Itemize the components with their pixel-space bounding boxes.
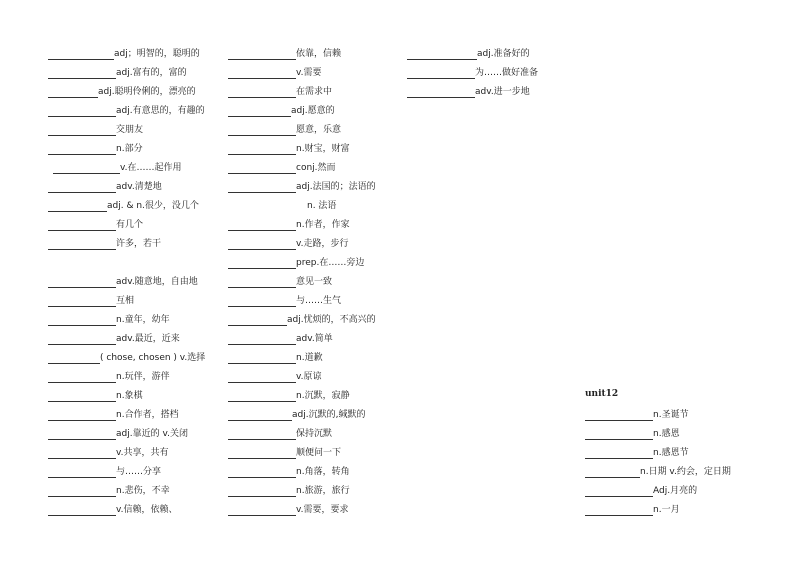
vocab-entry <box>228 122 341 136</box>
answer-blank[interactable] <box>585 485 653 497</box>
vocab-definition: 交朋友 <box>116 125 144 135</box>
vocab-definition: adv.进一步地 <box>475 87 530 97</box>
answer-blank[interactable] <box>407 48 477 60</box>
answer-blank[interactable] <box>585 447 653 459</box>
vocab-definition: 在需求中 <box>296 87 333 97</box>
answer-blank[interactable] <box>228 485 296 497</box>
vocab-definition: v.共享，共有 <box>116 448 169 458</box>
vocab-entry <box>48 236 161 250</box>
vocab-definition: n.感恩节 <box>653 448 689 458</box>
vocab-entry <box>48 141 143 155</box>
vocab-definition: 有几个 <box>116 220 144 230</box>
vocab-definition: adj.有意思的，有趣的 <box>116 106 205 116</box>
vocab-definition: n.圣诞节 <box>653 410 689 420</box>
vocab-definition: conj.然而 <box>296 163 336 173</box>
vocab-entry <box>48 407 179 421</box>
answer-blank[interactable] <box>48 504 116 516</box>
answer-blank[interactable] <box>48 485 116 497</box>
vocab-definition: adj. & n.很少，没几个 <box>107 201 199 211</box>
vocab-definition: adj.愿意的 <box>291 106 335 116</box>
vocab-entry <box>307 198 336 212</box>
vocab-definition: adv.最近，近来 <box>116 334 180 344</box>
answer-blank[interactable] <box>48 219 116 231</box>
vocab-entry <box>407 65 538 79</box>
vocab-definition: 与……分享 <box>116 467 162 477</box>
vocab-definition: ( chose, chosen ) v.选择 <box>100 353 206 363</box>
answer-blank[interactable] <box>228 352 296 364</box>
answer-blank[interactable] <box>585 466 640 478</box>
answer-blank[interactable] <box>48 390 116 402</box>
vocab-definition: adv.随意地，自由地 <box>116 277 198 287</box>
vocab-definition: v.需要，要求 <box>296 505 349 515</box>
answer-blank[interactable] <box>48 181 116 193</box>
vocab-definition: adv.清楚地 <box>116 182 162 192</box>
answer-blank[interactable] <box>48 295 116 307</box>
answer-blank[interactable] <box>228 314 287 326</box>
vocab-definition: n.日期 v.约会，定日期 <box>640 467 731 477</box>
answer-blank[interactable] <box>48 105 116 117</box>
vocab-definition: v.在……起作用 <box>120 163 182 173</box>
vocab-entry <box>48 293 134 307</box>
answer-blank[interactable] <box>228 295 296 307</box>
answer-blank[interactable] <box>48 428 116 440</box>
vocab-entry <box>585 426 680 440</box>
vocab-entry <box>48 388 143 402</box>
answer-blank[interactable] <box>48 200 107 212</box>
answer-blank[interactable] <box>228 48 296 60</box>
answer-blank[interactable] <box>228 105 291 117</box>
vocab-entry <box>228 160 336 174</box>
answer-blank[interactable] <box>48 352 100 364</box>
vocab-entry <box>228 502 349 516</box>
vocab-definition: Adj.月亮的 <box>653 486 698 496</box>
vocab-entry <box>48 502 178 516</box>
vocab-entry <box>48 331 180 345</box>
answer-blank[interactable] <box>228 466 296 478</box>
vocab-entry <box>228 141 350 155</box>
answer-blank[interactable] <box>48 143 116 155</box>
vocab-definition: prep.在……旁边 <box>296 258 365 268</box>
answer-blank[interactable] <box>48 67 116 79</box>
vocab-entry <box>48 198 199 212</box>
answer-blank[interactable] <box>228 333 296 345</box>
answer-blank[interactable] <box>585 504 653 516</box>
vocab-entry <box>228 407 365 421</box>
vocab-definition: v.信赖，依赖、 <box>116 505 178 515</box>
answer-blank[interactable] <box>228 447 296 459</box>
vocab-definition: n.角落，转角 <box>296 467 350 477</box>
vocab-entry <box>228 388 350 402</box>
vocab-definition: n.沉默，寂静 <box>296 391 350 401</box>
vocab-definition: adj.忧烦的，不高兴的 <box>287 315 376 325</box>
vocab-definition: adj.准备好的 <box>477 49 530 59</box>
vocab-entry <box>48 483 170 497</box>
vocab-entry <box>585 445 689 459</box>
vocab-definition: n.感恩 <box>653 429 680 439</box>
answer-blank[interactable] <box>228 238 296 250</box>
vocab-entry <box>228 217 350 231</box>
vocab-definition: n.作者，作家 <box>296 220 350 230</box>
vocab-entry <box>48 179 162 193</box>
answer-blank[interactable] <box>228 409 292 421</box>
answer-blank[interactable] <box>228 124 296 136</box>
vocab-entry <box>228 46 341 60</box>
vocab-definition: 与……生气 <box>296 296 342 306</box>
vocab-definition: 意见一致 <box>296 277 333 287</box>
vocab-definition: n.财宝，财富 <box>296 144 350 154</box>
vocab-entry <box>228 445 341 459</box>
vocab-entry <box>48 65 187 79</box>
answer-blank[interactable] <box>228 390 296 402</box>
vocab-definition: v.走路，步行 <box>296 239 349 249</box>
vocab-definition: adj.沉默的,缄默的 <box>292 410 366 420</box>
unit-heading: unit12 <box>585 389 619 399</box>
vocab-entry <box>53 160 182 174</box>
answer-blank[interactable] <box>48 447 116 459</box>
vocab-definition: n.旅游，旅行 <box>296 486 350 496</box>
vocab-entry <box>585 464 731 478</box>
answer-blank[interactable] <box>228 371 296 383</box>
vocab-definition: n.道歉 <box>296 353 323 363</box>
vocab-entry <box>585 483 697 497</box>
answer-blank[interactable] <box>228 504 296 516</box>
vocab-entry <box>48 103 205 117</box>
vocab-definition: 许多，若干 <box>116 239 162 249</box>
answer-blank[interactable] <box>228 67 296 79</box>
answer-blank[interactable] <box>585 409 653 421</box>
answer-blank[interactable] <box>48 333 116 345</box>
vocab-entry <box>228 426 332 440</box>
vocab-definition: n.合作者，搭档 <box>116 410 179 420</box>
answer-blank[interactable] <box>228 276 296 288</box>
answer-blank[interactable] <box>228 181 296 193</box>
vocab-entry <box>407 46 530 60</box>
vocab-entry <box>48 426 188 440</box>
vocab-definition: n.部分 <box>116 144 143 154</box>
vocab-entry <box>228 236 349 250</box>
answer-blank[interactable] <box>48 276 116 288</box>
vocab-definition: n.象棋 <box>116 391 143 401</box>
answer-blank[interactable] <box>228 86 296 98</box>
answer-blank[interactable] <box>48 238 116 250</box>
vocab-definition: n. 法语 <box>307 201 337 211</box>
answer-blank[interactable] <box>53 162 120 174</box>
vocab-definition: n.玩伴，游伴 <box>116 372 170 382</box>
vocab-entry <box>48 350 205 364</box>
vocab-entry <box>228 483 350 497</box>
vocab-definition: 互相 <box>116 296 135 306</box>
vocab-definition: 为……做好准备 <box>475 68 539 78</box>
vocab-entry <box>228 464 350 478</box>
answer-blank[interactable] <box>48 86 98 98</box>
vocab-definition: n.童年，幼年 <box>116 315 170 325</box>
vocab-definition: adj.富有的，富的 <box>116 68 187 78</box>
vocab-entry <box>228 350 323 364</box>
vocab-definition: 顺便问一下 <box>296 448 342 458</box>
answer-blank[interactable] <box>48 466 116 478</box>
vocab-entry <box>585 407 689 421</box>
vocab-entry <box>48 464 161 478</box>
answer-blank[interactable] <box>407 86 475 98</box>
answer-blank[interactable] <box>585 428 653 440</box>
vocab-entry <box>48 274 198 288</box>
vocab-entry <box>48 84 196 98</box>
vocab-definition: adj；明智的，聪明的 <box>114 49 200 59</box>
vocab-entry <box>228 103 335 117</box>
vocab-definition: 保持沉默 <box>296 429 333 439</box>
vocab-entry <box>228 293 341 307</box>
answer-blank[interactable] <box>48 409 116 421</box>
vocab-entry <box>228 65 322 79</box>
vocab-entry <box>585 502 680 516</box>
answer-blank[interactable] <box>228 162 296 174</box>
vocab-entry <box>407 84 530 98</box>
answer-blank[interactable] <box>48 124 116 136</box>
vocab-definition: n.一月 <box>653 505 680 515</box>
vocab-entry <box>48 217 143 231</box>
answer-blank[interactable] <box>407 67 475 79</box>
vocab-entry <box>228 274 332 288</box>
vocab-entry <box>228 312 376 326</box>
answer-blank[interactable] <box>228 257 296 269</box>
vocab-entry <box>228 84 332 98</box>
vocab-definition: adv.简单 <box>296 334 333 344</box>
vocab-entry <box>48 369 170 383</box>
vocab-entry <box>228 179 376 193</box>
vocab-definition: 依靠，信赖 <box>296 49 342 59</box>
answer-blank[interactable] <box>48 48 114 60</box>
vocab-definition: adj.法国的；法语的 <box>296 182 376 192</box>
vocab-entry <box>48 122 143 136</box>
vocab-entry <box>228 369 322 383</box>
vocab-entry <box>228 255 364 269</box>
answer-blank[interactable] <box>228 143 296 155</box>
vocab-entry <box>228 331 333 345</box>
answer-blank[interactable] <box>48 314 116 326</box>
answer-blank[interactable] <box>48 371 116 383</box>
vocab-entry <box>48 445 169 459</box>
vocab-definition: adj.聪明伶俐的，漂亮的 <box>98 87 196 97</box>
vocab-entry <box>48 312 170 326</box>
answer-blank[interactable] <box>228 219 296 231</box>
vocab-entry <box>48 46 200 60</box>
vocab-definition: v.需要 <box>296 68 322 78</box>
vocab-definition: v.原谅 <box>296 372 322 382</box>
vocab-definition: n.悲伤，不幸 <box>116 486 170 496</box>
answer-blank[interactable] <box>228 428 296 440</box>
vocab-definition: 愿意，乐意 <box>296 125 342 135</box>
vocab-definition: adj.靠近的 v.关闭 <box>116 429 188 439</box>
